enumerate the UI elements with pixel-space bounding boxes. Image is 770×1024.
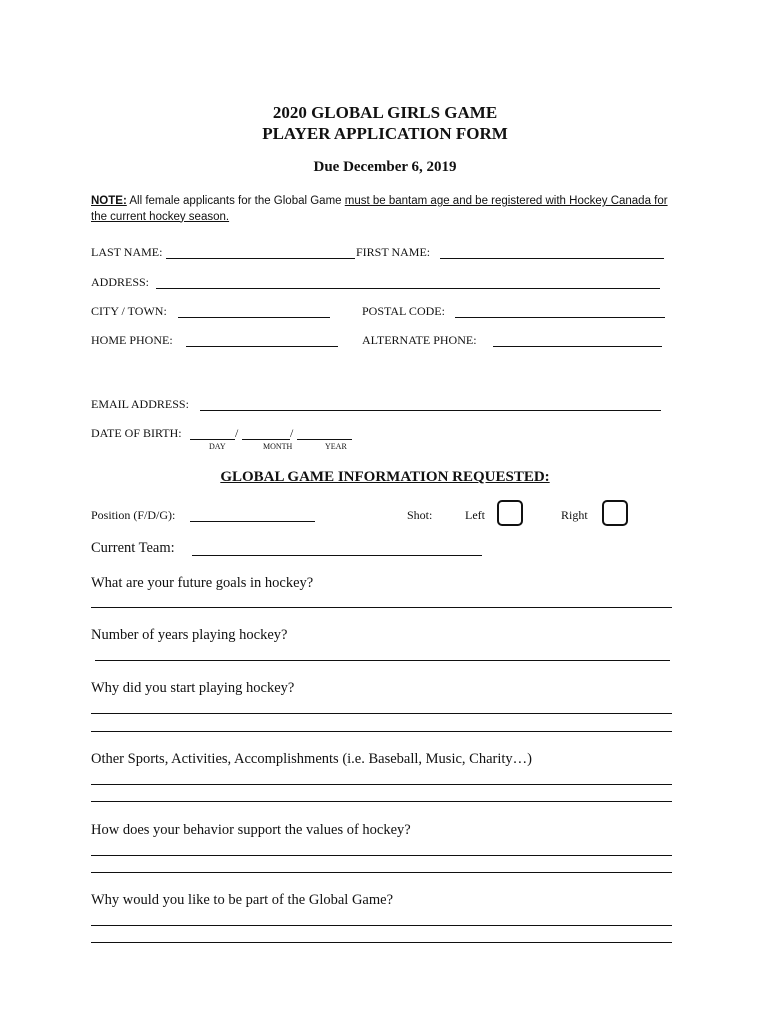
question-other-activities: Other Sports, Activities, Accomplishments (i.e. Baseball, Music, Charity…) bbox=[91, 751, 532, 767]
city-town-label: CITY / TOWN: bbox=[91, 304, 167, 318]
address-field[interactable] bbox=[156, 288, 660, 289]
address-label: ADDRESS: bbox=[91, 275, 150, 289]
question-years-playing: Number of years playing hockey? bbox=[91, 627, 288, 643]
note-label: NOTE: bbox=[91, 195, 127, 207]
answer-line[interactable] bbox=[91, 607, 672, 608]
dob-year-caption: YEAR bbox=[325, 442, 347, 451]
first-name-field[interactable] bbox=[440, 258, 664, 259]
shot-left-label: Left bbox=[465, 508, 485, 522]
section-heading: GLOBAL GAME INFORMATION REQUESTED: bbox=[220, 469, 550, 485]
current-team-label: Current Team: bbox=[91, 540, 175, 556]
eligibility-note bbox=[91, 194, 671, 225]
first-name-label: FIRST NAME: bbox=[356, 245, 431, 259]
postal-code-label: POSTAL CODE: bbox=[362, 304, 445, 318]
email-field[interactable] bbox=[200, 410, 661, 411]
answer-line[interactable] bbox=[91, 855, 672, 856]
dob-day-field[interactable] bbox=[190, 439, 235, 440]
email-label: EMAIL ADDRESS: bbox=[91, 397, 189, 411]
form-title-line2: PLAYER APPLICATION FORM bbox=[262, 124, 508, 143]
note-text-underlined: must be bantam age and be registered with Hockey Canada for the current hockey season. bbox=[91, 195, 668, 223]
shot-left-checkbox[interactable] bbox=[497, 500, 523, 526]
dob-label: DATE OF BIRTH: bbox=[91, 426, 182, 440]
last-name-label: LAST NAME: bbox=[91, 245, 163, 259]
shot-label: Shot: bbox=[407, 508, 433, 522]
alternate-phone-field[interactable] bbox=[493, 346, 662, 347]
question-why-global-game: Why would you like to be part of the Global Game? bbox=[91, 892, 394, 908]
question-behavior-values: How does your behavior support the values of hockey? bbox=[91, 822, 411, 838]
dob-year-field[interactable] bbox=[297, 439, 352, 440]
alternate-phone-label: ALTERNATE PHONE: bbox=[362, 333, 477, 347]
answer-line[interactable] bbox=[91, 801, 672, 802]
due-date: Due December 6, 2019 bbox=[313, 159, 457, 175]
home-phone-field[interactable] bbox=[186, 346, 338, 347]
answer-line[interactable] bbox=[91, 731, 672, 732]
dob-day-caption: DAY bbox=[209, 442, 226, 451]
city-town-field[interactable] bbox=[178, 317, 330, 318]
dob-month-field[interactable] bbox=[242, 439, 290, 440]
postal-code-field[interactable] bbox=[455, 317, 665, 318]
shot-right-checkbox[interactable] bbox=[602, 500, 628, 526]
answer-line[interactable] bbox=[91, 942, 672, 943]
question-future-goals: What are your future goals in hockey? bbox=[91, 575, 314, 591]
form-title-line1: 2020 GLOBAL GIRLS GAME bbox=[272, 103, 498, 122]
answer-line[interactable] bbox=[91, 784, 672, 785]
dob-month-caption: MONTH bbox=[263, 442, 293, 451]
last-name-field[interactable] bbox=[166, 258, 355, 259]
answer-line[interactable] bbox=[91, 925, 672, 926]
note-text: All female applicants for the Global Game bbox=[126, 195, 345, 207]
answer-line[interactable] bbox=[91, 872, 672, 873]
dob-separator: / bbox=[235, 426, 239, 440]
question-why-start: Why did you start playing hockey? bbox=[91, 680, 295, 696]
dob-separator: / bbox=[290, 426, 294, 440]
position-label: Position (F/D/G): bbox=[91, 508, 176, 522]
home-phone-label: HOME PHONE: bbox=[91, 333, 173, 347]
answer-line[interactable] bbox=[95, 660, 670, 661]
current-team-field[interactable] bbox=[192, 555, 482, 556]
shot-right-label: Right bbox=[561, 508, 588, 522]
answer-line[interactable] bbox=[91, 713, 672, 714]
position-field[interactable] bbox=[190, 521, 315, 522]
